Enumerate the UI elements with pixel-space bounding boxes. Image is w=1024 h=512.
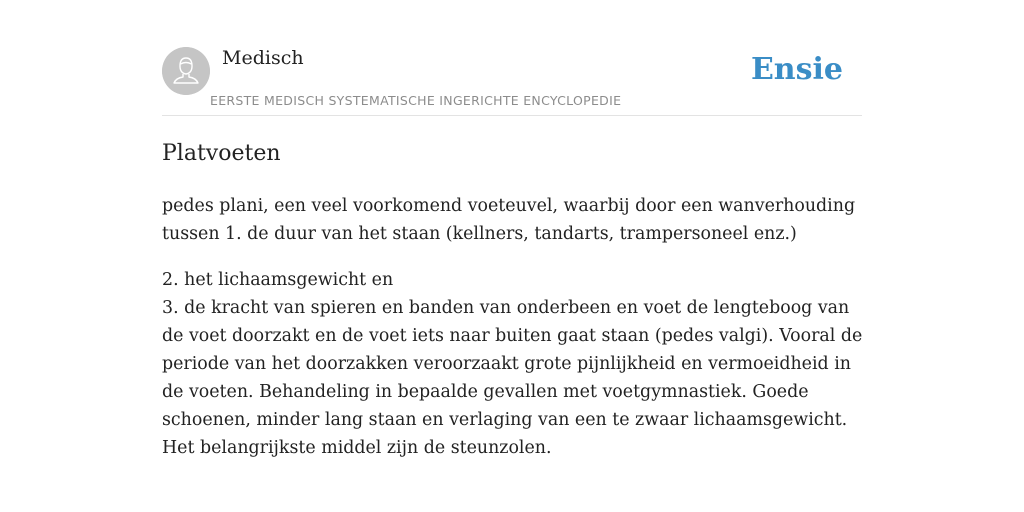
article-paragraph: pedes plani, een veel voorkomend voeteuvel, waarbij door een wanverhouding tussen 1. de duur van het staan (kellners, tandarts, trampersoneel enz.): [162, 196, 856, 244]
source-header: [162, 46, 862, 116]
article-paragraph: 2. het lichaamsgewicht en 3. de kracht van spieren en banden van onderbeen en voet de lengteboog van de voet doorzakt en de voet iets naar buiten gaat staan (pedes valgi). Vooral de periode van het doorzakken veroorzaakt grote pijnlijkheid en vermoeidheid in de voeten. Behandeling in bepaalde gevallen met voetgymnastiek. Goede schoenen, minder lang staan en verlaging van een te zwaar lichaamsgewicht. Het belangrijkste middel zijn de steunzolen.: [162, 270, 863, 458]
ensie-logo[interactable]: Ensie: [750, 52, 843, 87]
user-avatar-icon[interactable]: [162, 47, 210, 95]
source-name[interactable]: Medisch: [222, 47, 304, 69]
article-title: Platvoeten: [162, 141, 281, 166]
article-body: [162, 192, 867, 480]
source-subtitle: EERSTE MEDISCH SYSTEMATISCHE INGERICHTE ENCYCLOPEDIE: [210, 93, 622, 108]
